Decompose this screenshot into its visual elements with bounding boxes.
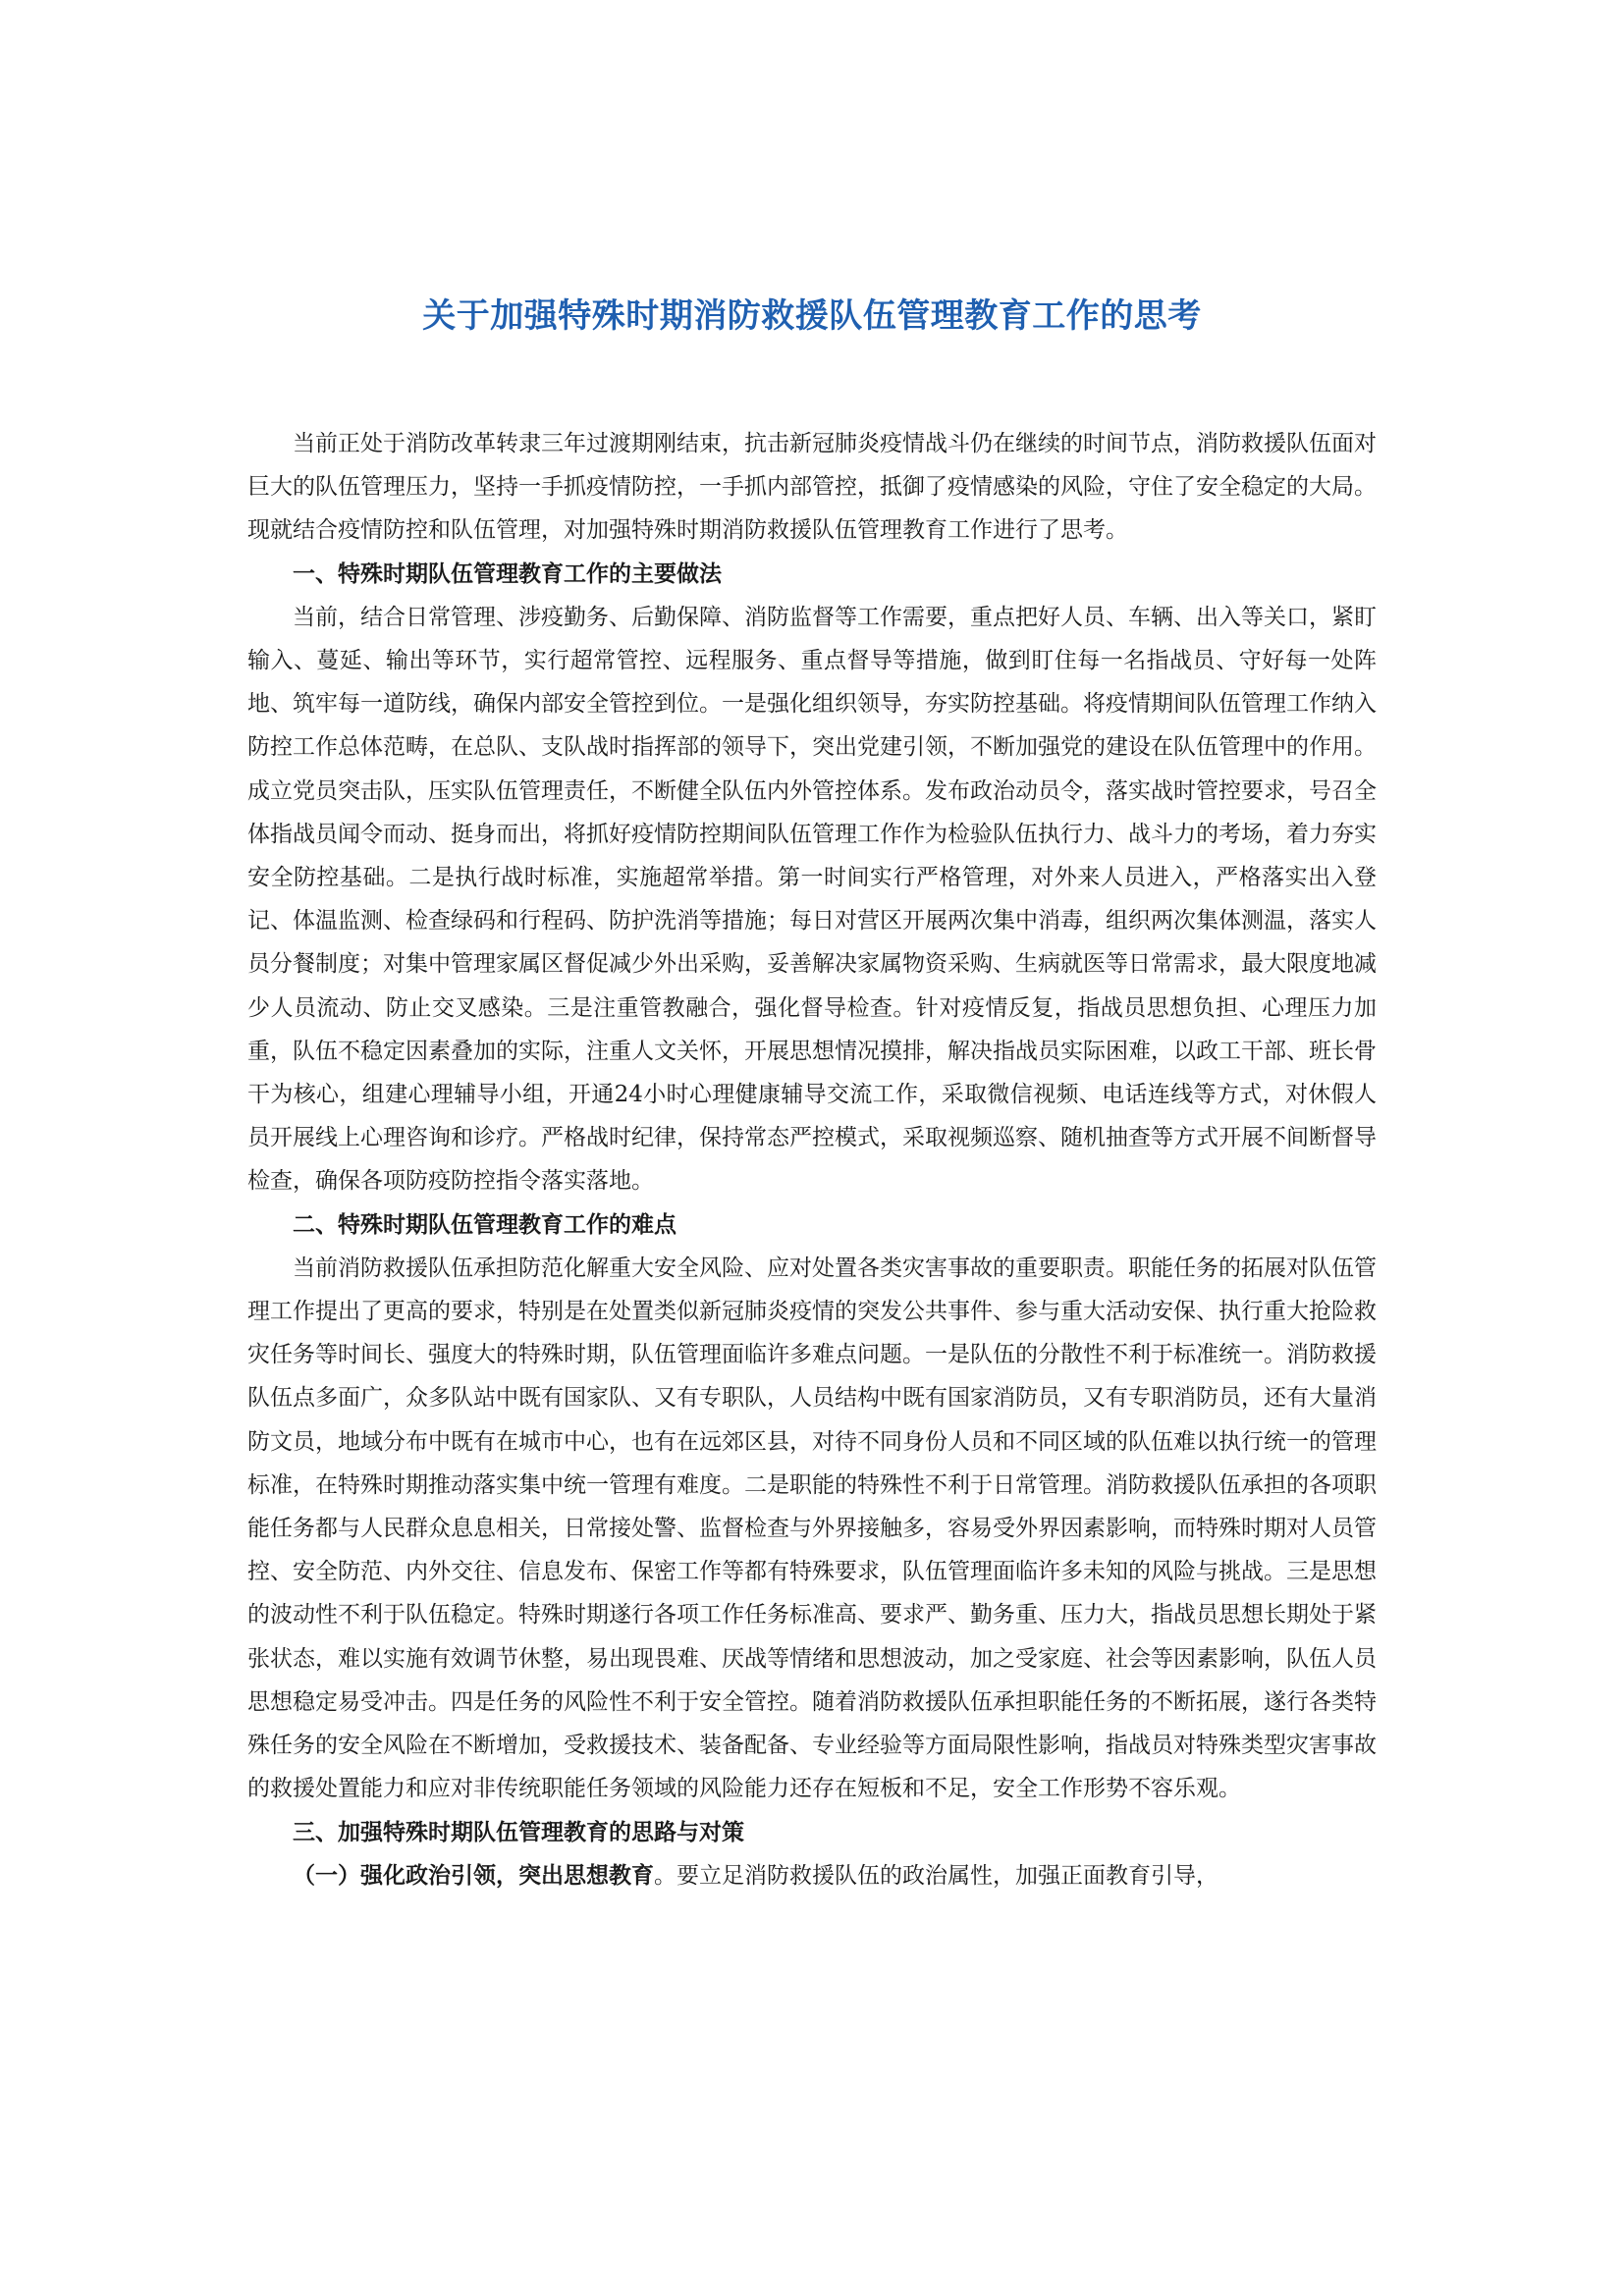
- section-3-item-1-text: 。要立足消防救援队伍的政治属性，加强正面教育引导，: [654, 1862, 1218, 1889]
- section-2-paragraph: 当前消防救援队伍承担防范化解重大安全风险、应对处置各类灾害事故的重要职责。职能任务的拓展对队伍管理工作提出了更高的要求，特别是在处置类似新冠肺炎疫情的突发公共事件、参与重大活动安保、执行重大抢险救灾任务等时间长、强度大的特殊时期，队伍管理面临许多难点问题。一是队伍的分散性不利于标准统一。消防救援队伍点多面广，众多队站中既有国家队、又有专职队，人员结构中既有国家消防员，又有专职消防员，还有大量消防文员，地域分布中既有在城市中心，也有在远郊区县，对待不同身份人员和不同区域的队伍难以执行统一的管理标准，在特殊时期推动落实集中统一管理有难度。二是职能的特殊性不利于日常管理。消防救援队伍承担的各项职能任务都与人民群众息息相关，日常接处警、监督检查与外界接触多，容易受外界因素影响，而特殊时期对人员管控、安全防范、内外交往、信息发布、保密工作等都有特殊要求，队伍管理面临许多未知的风险与挑战。三是思想的波动性不利于队伍稳定。特殊时期遂行各项工作任务标准高、要求严、勤务重、压力大，指战员思想长期处于紧张状态，难以实施有效调节休整，易出现畏难、厌战等情绪和思想波动，加之受家庭、社会等因素影响，队伍人员思想稳定易受冲击。四是任务的风险性不利于安全管控。随着消防救援队伍承担职能任务的不断拓展，遂行各类特殊任务的安全风险在不断增加，受救援技术、装备配备、专业经验等方面局限性影响，指战员对特殊类型灾害事故的救援处置能力和应对非传统职能任务领域的风险能力还存在短板和不足，安全工作形势不容乐观。: [247, 1255, 1377, 1802]
- section-3-heading: 三、加强特殊时期队伍管理教育的思路与对策: [293, 1819, 744, 1845]
- intro-paragraph: 当前正处于消防改革转隶三年过渡期刚结束，抗击新冠肺炎疫情战斗仍在继续的时间节点，消防救援队伍面对巨大的队伍管理压力，坚持一手抓疫情防控，一手抓内部管控，抵御了疫情感染的风险，守住了安全稳定的大局。现就结合疫情防控和队伍管理，对加强特殊时期消防救援队伍管理教育工作进行了思考。: [247, 431, 1377, 544]
- document-body: [247, 422, 1377, 1897]
- section-2-heading: 二、特殊时期队伍管理教育工作的难点: [293, 1211, 677, 1238]
- section-3-item-1-paragraph: [247, 1854, 1377, 1897]
- document-title: 关于加强特殊时期消防救援队伍管理教育工作的思考: [422, 296, 1202, 336]
- section-1-heading: 一、特殊时期队伍管理教育工作的主要做法: [293, 561, 722, 587]
- section-3-item-1-lead: （一）强化政治引领，突出思想教育: [293, 1862, 654, 1889]
- section-1-paragraph: 当前，结合日常管理、涉疫勤务、后勤保障、消防监督等工作需要，重点把好人员、车辆、出入等关口，紧盯输入、蔓延、输出等环节，实行超常管控、远程服务、重点督导等措施，做到盯住每一名指战员、守好每一处阵地、筑牢每一道防线，确保内部安全管控到位。一是强化组织领导，夯实防控基础。将疫情期间队伍管理工作纳入防控工作总体范畴，在总队、支队战时指挥部的领导下，突出党建引领，不断加强党的建设在队伍管理中的作用。成立党员突击队，压实队伍管理责任，不断健全队伍内外管控体系。发布政治动员令，落实战时管控要求，号召全体指战员闻令而动、挺身而出，将抓好疫情防控期间队伍管理工作作为检验队伍执行力、战斗力的考场，着力夯实安全防控基础。二是执行战时标准，实施超常举措。第一时间实行严格管理，对外来人员进入，严格落实出入登记、体温监测、检查绿码和行程码、防护洗消等措施；每日对营区开展两次集中消毒，组织两次集体测温，落实人员分餐制度；对集中管理家属区督促减少外出采购，妥善解决家属物资采购、生病就医等日常需求，最大限度地减少人员流动、防止交叉感染。三是注重管教融合，强化督导检查。针对疫情反复，指战员思想负担、心理压力加重，队伍不稳定因素叠加的实际，注重人文关怀，开展思想情况摸排，解决指战员实际困难，以政工干部、班长骨干为核心，组建心理辅导小组，开通24小时心理健康辅导交流工作，采取微信视频、电话连线等方式，对休假人员开展线上心理咨询和诊疗。严格战时纪律，保持常态严控模式，采取视频巡察、随机抽查等方式开展不间断督导检查，确保各项防疫防控指令落实落地。: [247, 604, 1377, 1195]
